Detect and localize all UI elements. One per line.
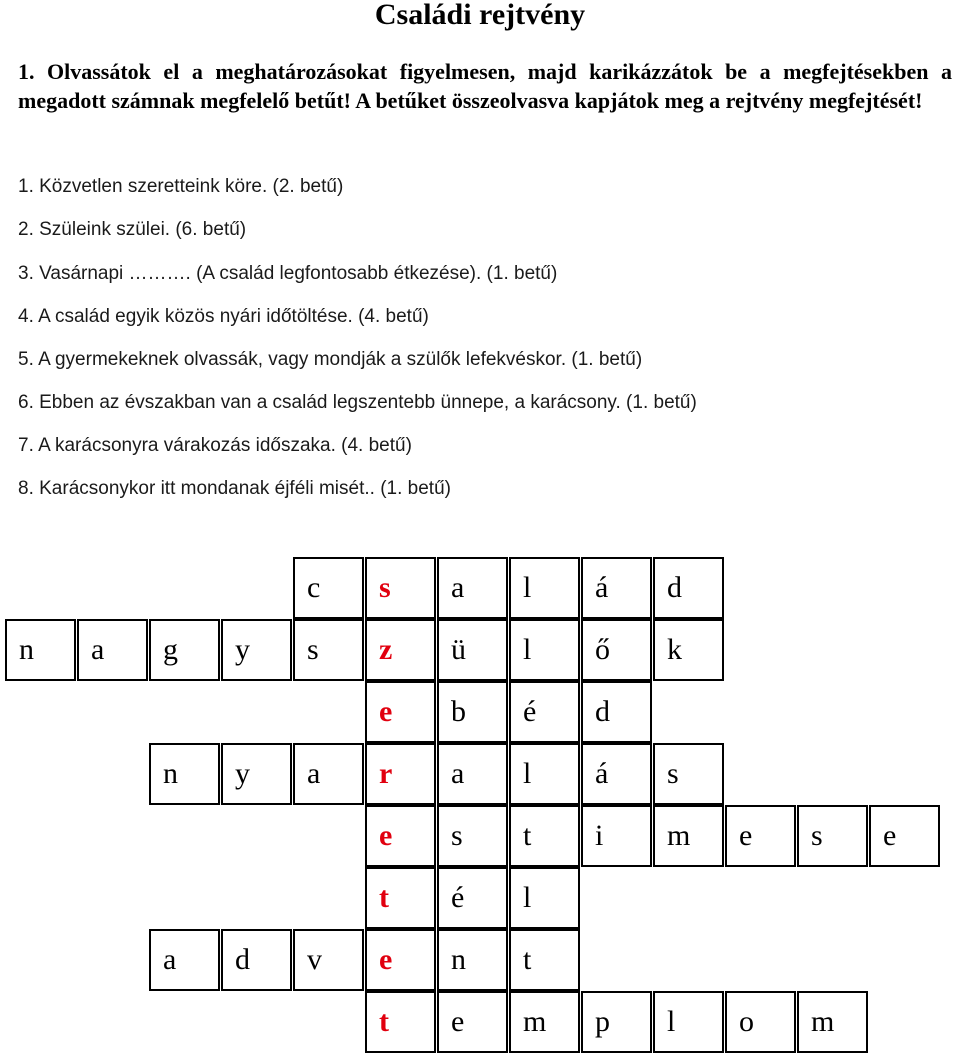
clue-5: 5. A gyermekeknek olvassák, vagy mondják a szülők lefekvéskor. (1. betű) bbox=[18, 349, 643, 370]
grid-cell: l bbox=[509, 867, 580, 929]
grid-cell: s bbox=[437, 805, 508, 867]
grid-cell: v bbox=[293, 929, 364, 991]
solution-cell: s bbox=[365, 557, 436, 619]
grid-cell: n bbox=[149, 743, 220, 805]
grid-cell: l bbox=[509, 743, 580, 805]
grid-cell: g bbox=[149, 619, 220, 681]
solution-cell: r bbox=[365, 743, 436, 805]
grid-cell: p bbox=[581, 991, 652, 1053]
grid-cell: k bbox=[653, 619, 724, 681]
grid-cell: m bbox=[797, 991, 868, 1053]
grid-cell: á bbox=[581, 557, 652, 619]
clue-4: 4. A család egyik közös nyári időtöltése. (4. betű) bbox=[18, 306, 429, 327]
solution-cell: e bbox=[365, 929, 436, 991]
clue-6: 6. Ebben az évszakban van a család legszentebb ünnepe, a karácsony. (1. betű) bbox=[18, 392, 697, 413]
grid-cell: c bbox=[293, 557, 364, 619]
grid-cell: d bbox=[221, 929, 292, 991]
grid-cell: m bbox=[653, 805, 724, 867]
grid-cell: é bbox=[509, 681, 580, 743]
grid-cell: o bbox=[725, 991, 796, 1053]
grid-cell: e bbox=[869, 805, 940, 867]
solution-cell: e bbox=[365, 681, 436, 743]
grid-cell: e bbox=[437, 991, 508, 1053]
grid-cell: a bbox=[149, 929, 220, 991]
grid-cell: l bbox=[509, 619, 580, 681]
grid-cell: a bbox=[293, 743, 364, 805]
grid-cell: l bbox=[653, 991, 724, 1053]
clue-2: 2. Szüleink szülei. (6. betű) bbox=[18, 219, 247, 240]
clue-7: 7. A karácsonyra várakozás időszaka. (4. betű) bbox=[18, 435, 412, 456]
grid-cell: d bbox=[581, 681, 652, 743]
grid-cell: y bbox=[221, 743, 292, 805]
grid-cell: á bbox=[581, 743, 652, 805]
grid-cell: d bbox=[653, 557, 724, 619]
grid-cell: s bbox=[653, 743, 724, 805]
solution-cell: t bbox=[365, 991, 436, 1053]
page-title: Családi rejtvény bbox=[374, 0, 586, 31]
clue-1: 1. Közvetlen szeretteink köre. (2. betű) bbox=[18, 176, 344, 197]
grid-cell: ő bbox=[581, 619, 652, 681]
grid-cell: e bbox=[725, 805, 796, 867]
grid-cell: y bbox=[221, 619, 292, 681]
grid-cell: l bbox=[509, 557, 580, 619]
solution-cell: e bbox=[365, 805, 436, 867]
solution-cell: t bbox=[365, 867, 436, 929]
grid-cell: é bbox=[437, 867, 508, 929]
clue-3: 3. Vasárnapi ………. (A család legfontosabb étkezése). (1. betű) bbox=[18, 263, 558, 284]
grid-cell: a bbox=[437, 743, 508, 805]
grid-cell: t bbox=[509, 929, 580, 991]
grid-cell: b bbox=[437, 681, 508, 743]
clue-8: 8. Karácsonykor itt mondanak éjféli misét.. (1. betű) bbox=[18, 478, 451, 499]
instructions: 1. Olvassátok el a meghatározásokat figyelmesen, majd karikázzátok be a megfejtésekben a megadott számnak megfelelő betűt! A betűket összeolvasva kapjátok meg a rejtvény megfejtését! bbox=[18, 59, 952, 113]
grid-cell: m bbox=[509, 991, 580, 1053]
grid-cell: ü bbox=[437, 619, 508, 681]
grid-cell: i bbox=[581, 805, 652, 867]
solution-cell: z bbox=[365, 619, 436, 681]
grid-cell: t bbox=[509, 805, 580, 867]
grid-cell: n bbox=[5, 619, 76, 681]
grid-cell: n bbox=[437, 929, 508, 991]
grid-cell: a bbox=[77, 619, 148, 681]
grid-cell: a bbox=[437, 557, 508, 619]
grid-cell: s bbox=[293, 619, 364, 681]
grid-cell: s bbox=[797, 805, 868, 867]
